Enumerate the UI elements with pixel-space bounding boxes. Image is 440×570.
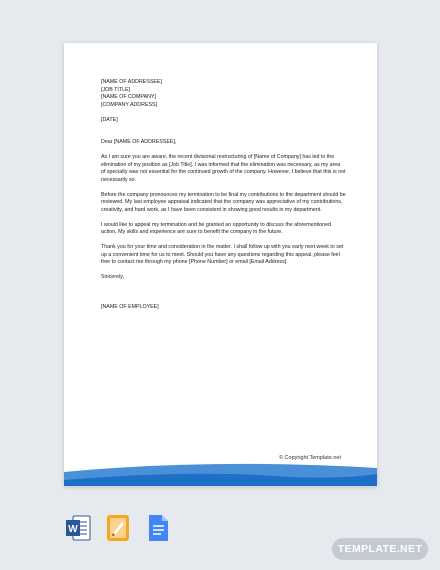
- addressee-block: [101, 79, 346, 109]
- pages-icon[interactable]: [105, 513, 131, 543]
- app-icons: [65, 513, 171, 543]
- addressee-company-address: [COMPANY ADDRESS]: [101, 101, 158, 108]
- template-net-logo[interactable]: TEMPLATE.NET: [332, 538, 428, 560]
- word-icon[interactable]: [65, 513, 91, 543]
- addressee-job-title: [JOB TITLE]: [101, 86, 131, 93]
- addressee-company: [NAME OF COMPANY]: [101, 94, 156, 100]
- paragraph-4: Thank you for your time and consideration in the matter. I shall follow up with you early next week to set up a convenient time for us to meet. Should you have any questions regarding this appeal, please feel free to contact me through my phone [Phone Number] or email [Email Address].: [101, 244, 344, 265]
- svg-text:W: W: [68, 524, 78, 535]
- letter-page: [64, 43, 377, 486]
- footer-wave: [64, 460, 377, 486]
- paragraph-3: I would like to appeal my termination and be granted an opportunity to discuss the aforementioned action. My skills and experience are sure to benefit the company in the future.: [101, 221, 331, 235]
- closing: Sincerely,: [101, 274, 124, 280]
- paragraph-1: As I am sure you are aware, the recent divisional restructuring of [Name of Company] has led to the elimination of my position as [Job Title]. I was informed that the elimination was necessary, as my area of specialty was not essential for the continued growth of the company. However, I believe that this is not necessarily so.: [101, 154, 346, 183]
- paragraph-2: Before the company pronounces my termination to be final my contributions to the department should be reviewed. My last employee appraisal indicated that the company was appreciative of my contributions, creativity, and hard work, as I have been consistent in showing good results in my department.: [101, 191, 346, 213]
- salutation: Dear [NAME OF ADDRESSEE],: [101, 139, 177, 145]
- copyright-text: © Copyright Template.net: [278, 455, 341, 461]
- signature-name: [NAME OF EMPLOYEE]: [101, 304, 159, 310]
- letter-date: [DATE]: [101, 116, 118, 123]
- google-docs-icon[interactable]: [145, 513, 171, 543]
- addressee-name: [NAME OF ADDRESSEE]: [101, 79, 162, 85]
- letter-body: [101, 79, 346, 319]
